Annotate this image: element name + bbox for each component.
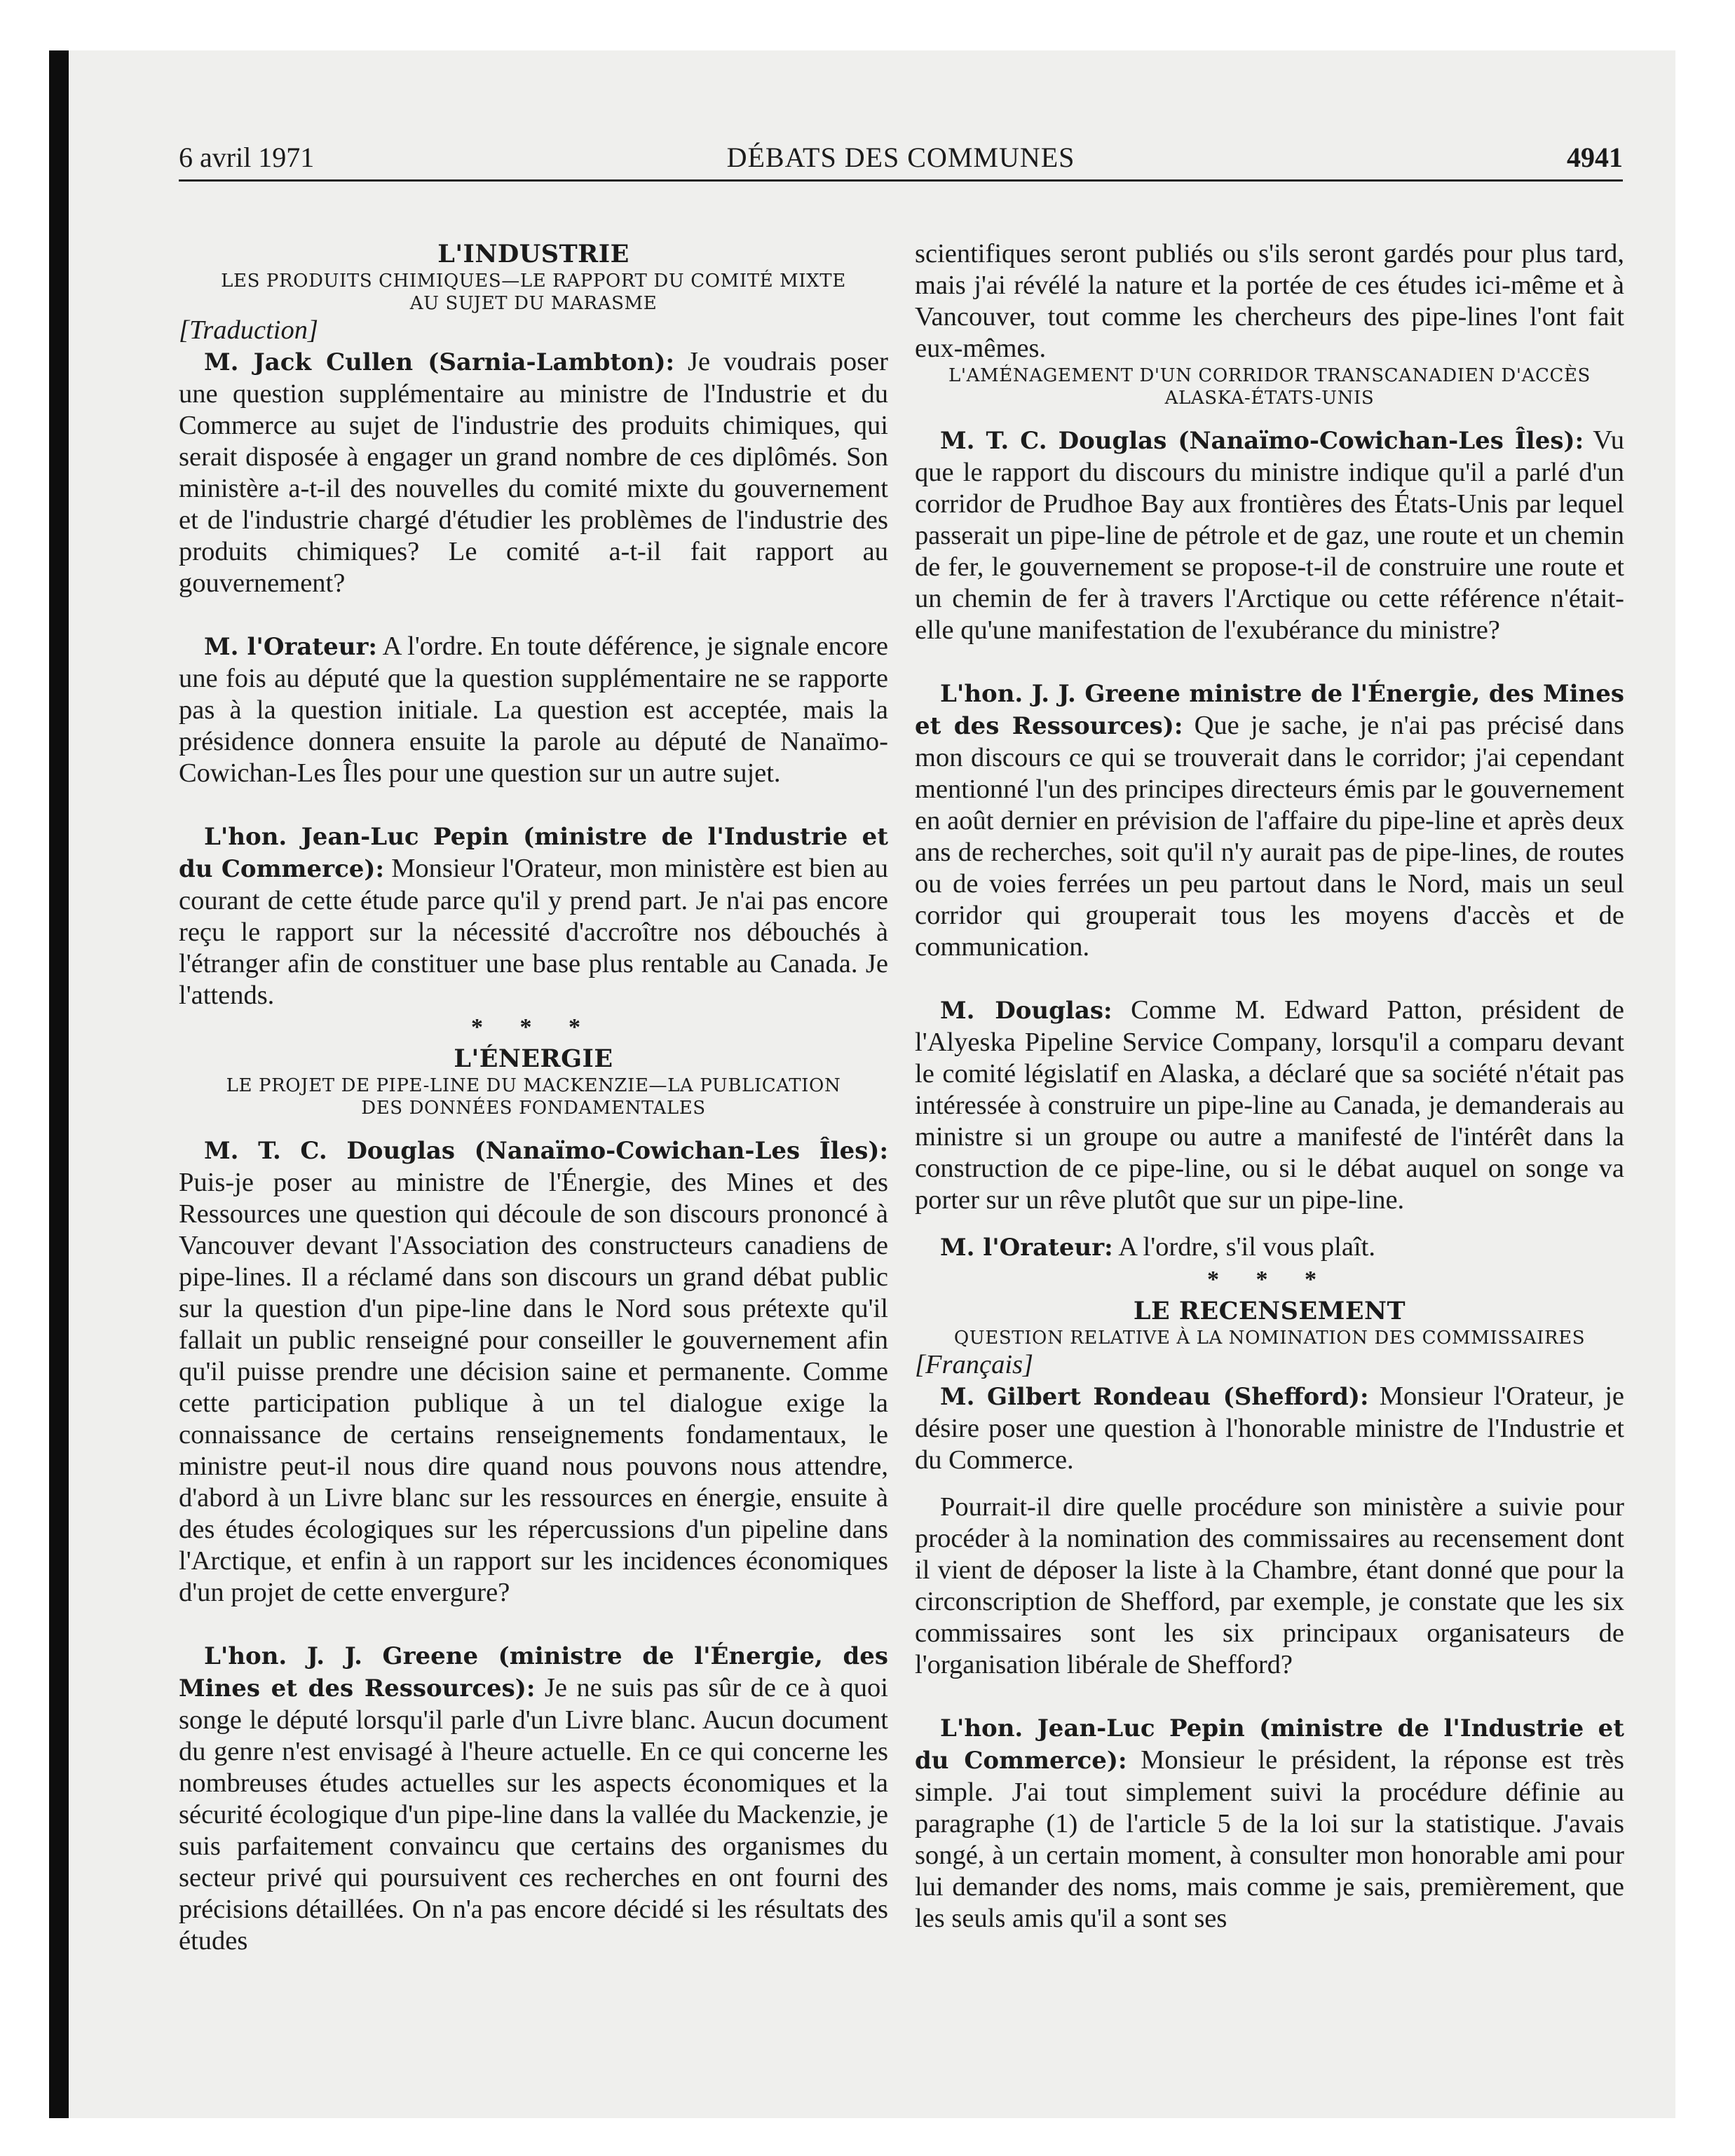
paragraph-text: Monsieur l'Orateur, je désire poser une question à l'honorable ministre de l'Industrie et du Commerce. [915, 1381, 1624, 1475]
paragraph-text: Vu que le rapport du discours du ministre indique qu'il a parlé d'un corridor de Prudhoe Bay aux frontières des États-Unis par lequel passerait un pipe-line de pétrole et de gaz, une route et un chemin de fer, le gouvernement se propose-t-il de construire une route et un chemin de fer à travers l'Arctique ou cette référence n'était-elle qu'une manifestation de l'exubérance du ministre? [915, 425, 1624, 645]
translation-note: [Traduction] [179, 315, 318, 345]
speaker-name: M. T. C. Douglas (Nanaïmo-Cowichan-Les Îles): [204, 1137, 888, 1165]
speaker-name: L'hon. Jean-Luc Pepin (ministre de l'Industrie et du Commerce): [179, 823, 888, 883]
paragraph-text: A l'ordre. En toute déférence, je signale encore une fois au député que la question supplémentaire ne se rapporte pas à la question initiale. La question est acceptée, mais la présidence donnera ensuite la parole au député de Nanaïmo-Cowichan-Les Îles pour une question sur un autre sujet. [179, 632, 889, 788]
header-page-number: 4941 [1567, 142, 1623, 173]
section-subtitle-corridor: L'AMÉNAGEMENT D'UN CORRIDOR TRANSCANADIEN D'ACCÈS ALASKA-ÉTATS-UNIS [948, 365, 1591, 409]
right-column [915, 238, 1624, 1935]
paragraph-douglas-corridor [915, 425, 1624, 646]
section-separator: * * * [1207, 1267, 1332, 1292]
speaker-name: M. l'Orateur: [940, 1234, 1113, 1262]
scan-border [49, 50, 69, 2118]
paragraph-pepin [179, 821, 888, 1011]
paragraph-text: Que je sache, je n'ai pas précisé dans mon discours ce qui se trouverait dans le corridor; j'ai cependant mentionné l'un des principes directeurs émis par le gouvernement en août dernier en prévision de l'affaire du pipe-line et après deux ans de recherches, soit qu'il n'y aurait pas de pipe-lines, de routes ou de voies ferrées un peu partout dans le Nord, mais un seul corridor qui grouperait tous les moyens d'accès et de communication. [915, 711, 1625, 962]
paragraph-text: Je voudrais poser une question supplémentaire au ministre de l'Industrie et du Commerce au sujet de l'industrie des produits chimiques, qui serait disposée à engager un grand nombre de ces diplômés. Son ministère a-t-il des nouvelles du comité mixte du gouvernement et de l'industrie chargé d'étudier les problèmes de l'industrie des produits chimiques? Le comité a-t-il fait rapport au gouvernement? [179, 347, 888, 598]
language-note: [Français] [915, 1350, 1033, 1379]
paragraph-douglas [179, 1135, 888, 1609]
paragraph-greene-continued: scientifiques seront publiés ou s'ils seront gardés pour plus tard, mais j'ai révélé la nature et la portée de ces études ici-même et à Vancouver, tout comme les chercheurs des pipe-lines l'ont fait eux-mêmes. [915, 239, 1624, 363]
paragraph-orateur [179, 631, 888, 789]
speaker-name: M. T. C. Douglas (Nanaïmo-Cowichan-Les Îles): [940, 427, 1584, 455]
section-title-energie: L'ÉNERGIE [454, 1044, 613, 1073]
speaker-name: M. Gilbert Rondeau (Shefford): [940, 1383, 1369, 1411]
paragraph-text: Puis-je poser au ministre de l'Énergie, des Mines et des Ressources une question qui découle de son discours prononcé à Vancouver devant l'Association des constructeurs canadiens de pipe-lines. Il a réclamé dans son discours un grand débat public sur la question d'un pipe-line dans le Nord sous prétexte qu'il fallait un public renseigné pour conseiller le gouvernement afin qu'il puisse prendre une décision saine et permanente. Comme cette participation publique à un tel dialogue exige la connaissance de certains renseignements fondamentaux, le ministre peut-il nous dire quand nous pouvons nous attendre, d'abord à un Livre blanc sur les ressources en énergie, ensuite à des études écologiques sur les répercussions d'un pipeline dans l'Arctique, et enfin à un rapport sur les incidences économiques d'un projet de cette envergure? [179, 1168, 888, 1607]
paragraph-rondeau-question: Pourrait-il dire quelle procédure son ministère a suivie pour procéder à la nomination des commissaires au recensement dont il vient de déposer la liste à la Chambre, étant donné que pour la circonscription de Shefford, par exemple, je constate que les six commissaires sont les six principaux organisateurs de l'organisation libérale de Shefford? [915, 1492, 1624, 1679]
paragraph-greene [179, 1640, 888, 1957]
paragraph-text: Comme M. Edward Patton, président de l'Alyeska Pipeline Service Company, lorsqu'il a comparu devant le comité législatif en Alaska, a déclaré que sa société n'était pas intéressée à construire un pipe-line au Canada, je demanderais au ministre si un groupe ou autre a manifesté de l'intérêt dans la construction de ce pipe-line, ou si le débat auquel on songe va porter sur un rêve plutôt que sur un pipe-line. [915, 995, 1624, 1215]
paragraph-rondeau [915, 1381, 1624, 1476]
speaker-name: M. l'Orateur: [204, 633, 377, 661]
paragraph-text: Monsieur l'Orateur, mon ministère est bien au courant de cette étude parce qu'il y prend part. Je n'ai pas encore reçu le rapport sur la nécessité d'accroître nos débouchés à l'étranger afin de constituer une base plus rentable au Canada. Je l'attends. [179, 854, 888, 1010]
section-title-recensement: LE RECENSEMENT [1133, 1297, 1406, 1325]
speaker-name: M. Douglas: [940, 997, 1113, 1025]
speaker-name: L'hon. Jean-Luc Pepin (ministre de l'Industrie et du Commerce): [915, 1714, 1624, 1775]
header-date: 6 avril 1971 [179, 142, 315, 173]
speaker-name: M. Jack Cullen (Sarnia-Lambton): [204, 348, 675, 376]
page-header [179, 140, 1623, 182]
scan-margin [0, 0, 49, 2156]
section-subtitle-mackenzie: LE PROJET DE PIPE-LINE DU MACKENZIE—LA PUBLICATION DES DONNÉES FONDAMENTALES [226, 1075, 841, 1119]
paragraph-cullen [179, 346, 888, 599]
speaker-name: L'hon. J. J. Greene ministre de l'Énergie, des Mines et des Ressources): [915, 680, 1624, 740]
header-title: DÉBATS DES COMMUNES [726, 142, 1075, 173]
section-subtitle-chimiques: LES PRODUITS CHIMIQUES—LE RAPPORT DU COMITÉ MIXTE AU SUJET DU MARASME [221, 271, 846, 314]
left-column [179, 238, 888, 1957]
paragraph-douglas-patton [915, 995, 1624, 1216]
paragraph-orateur-ordre [915, 1231, 1624, 1264]
paragraph-greene-corridor [915, 678, 1624, 963]
section-title-industrie: L'INDUSTRIE [437, 240, 630, 268]
paragraph-text: Monsieur le président, la réponse est très simple. J'ai tout simplement suivi la procédure définie au paragraphe (1) de l'article 5 de la loi sur la statistique. J'avais songé, à un certain moment, à consulter mon honorable ami pour lui demander des noms, mais comme je sais, premièrement, que les seuls amis qu'il a sont ses [915, 1745, 1624, 1933]
paragraph-text: A l'ordre, s'il vous plaît. [1113, 1232, 1375, 1262]
section-subtitle-commissaires: QUESTION RELATIVE À LA NOMINATION DES COMMISSAIRES [953, 1328, 1586, 1349]
paragraph-text: Je ne suis pas sûr de ce à quoi songe le député lorsqu'il parle d'un Livre blanc. Aucun document du genre n'est envisagé à l'heure actuelle. En ce qui concerne les nombreuses études actuelles sur les aspects économiques et la sécurité écologique d'un pipe-line dans la vallée du Mackenzie, je suis parfaitement convaincu que certains des organismes du secteur privé qui poursuivent ces recherches en ont fourni des précisions détaillées. On n'a pas encore décidé si les résultats des études [179, 1673, 888, 1956]
speaker-name: L'hon. J. J. Greene (ministre de l'Énergie, des Mines et des Ressources): [179, 1642, 888, 1703]
paragraph-pepin-reponse [915, 1712, 1624, 1935]
section-separator: * * * [471, 1014, 596, 1040]
